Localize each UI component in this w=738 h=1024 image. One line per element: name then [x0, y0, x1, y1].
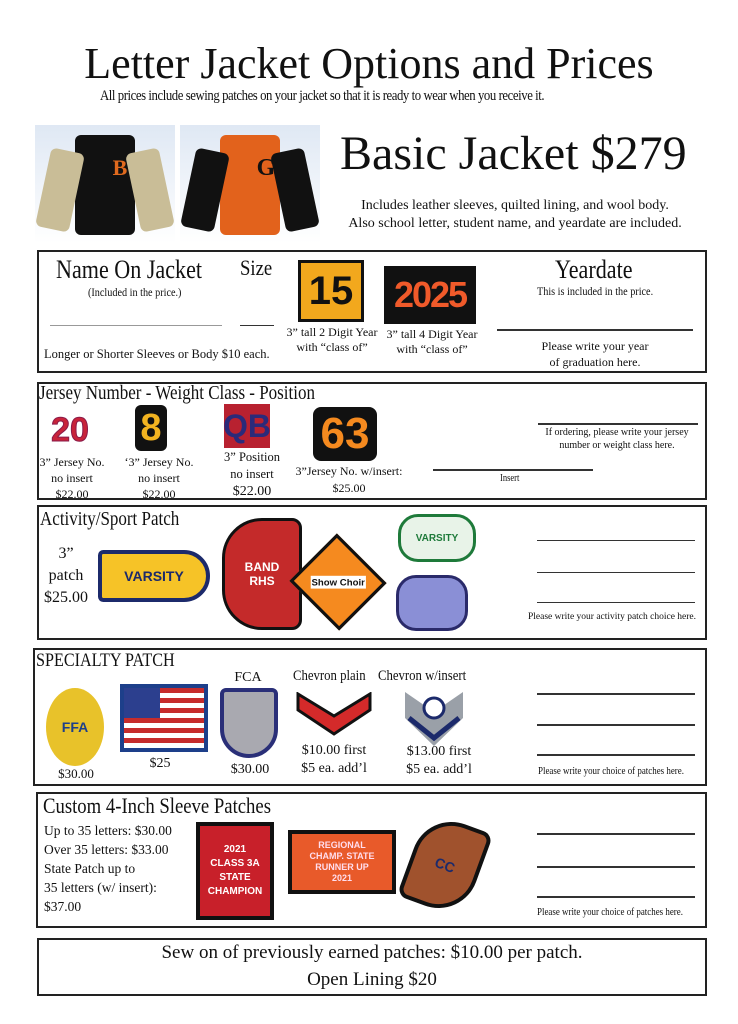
jersey-item-label: [214, 449, 290, 500]
l: Show Choir: [311, 576, 365, 588]
year-4digit-label: [382, 327, 482, 357]
l: 3”: [58, 545, 74, 562]
insert-input-line[interactable]: [433, 469, 593, 471]
custom-input-line[interactable]: [537, 896, 695, 898]
activity-input-line[interactable]: [537, 602, 695, 603]
specialty-input-line[interactable]: [537, 754, 695, 756]
l: State Patch up to: [44, 861, 136, 876]
price: $22.00: [232, 484, 272, 499]
jersey-item-label: [122, 454, 196, 502]
activity-input-line[interactable]: [537, 572, 695, 573]
yeardate-heading: Yeardate: [555, 255, 633, 284]
name-input-line[interactable]: [50, 325, 222, 326]
specialty-input-line[interactable]: [537, 724, 695, 726]
l: 2021: [223, 844, 247, 855]
name-heading: Name On Jacket: [56, 255, 203, 284]
instr-line: of graduation here.: [549, 355, 641, 369]
price: $25.00: [332, 481, 366, 495]
activity-price: [36, 543, 96, 609]
jersey-input-line[interactable]: [538, 423, 698, 425]
l: RHS: [249, 574, 275, 588]
megaphone-varsity-patch: VARSITY: [98, 550, 210, 602]
yeardate-note: This is included in the price.: [537, 284, 654, 298]
flag-price: $25: [149, 756, 171, 771]
state-champion-patch: [196, 822, 274, 920]
custom-input-line[interactable]: [537, 833, 695, 835]
ffa-emblem-patch: FFA: [46, 688, 104, 766]
regional-oklahoma-patch: [288, 830, 396, 894]
basic-jacket-title: Basic Jacket $279: [340, 127, 687, 180]
l: CLASS 3A: [210, 858, 260, 869]
jacket-image-black: [35, 125, 175, 243]
l: 35 letters (w/ insert):: [44, 880, 157, 895]
l: If ordering, please write your jersey: [545, 427, 689, 438]
chevron-plain-label: Chevron plain: [293, 668, 366, 684]
label-line: with “class of”: [396, 342, 468, 356]
l: $13.00 first: [406, 744, 472, 759]
price: $22.00: [55, 487, 89, 501]
cc-varsity-patch: VARSITY: [398, 514, 476, 562]
instr-line: Please write your year: [541, 339, 649, 353]
l: RUNNER UP: [315, 862, 369, 872]
band-note-patch: [222, 518, 302, 630]
price: $22.00: [142, 487, 176, 501]
fca-price: $30.00: [230, 762, 270, 777]
specialty-heading: SPECIALTY PATCH: [36, 650, 175, 671]
year-4digit-patch: 2025: [384, 266, 476, 324]
jersey-63-patch: 63: [313, 407, 377, 461]
l: $37.00: [44, 899, 82, 914]
custom-instructions: Please write your choice of patches here.: [537, 907, 683, 918]
jersey-20-patch: 20: [51, 410, 89, 449]
drama-masks-patch: [396, 575, 468, 631]
custom-input-line[interactable]: [537, 866, 695, 868]
l: $25.00: [44, 589, 88, 606]
custom-heading: Custom 4-Inch Sleeve Patches: [43, 793, 271, 818]
activity-heading: Activity/Sport Patch: [40, 508, 180, 530]
sleeves-note: Longer or Shorter Sleeves or Body $10 each.: [44, 347, 270, 361]
yeardate-input-line[interactable]: [497, 329, 693, 331]
l: Up to 35 letters: $30.00: [44, 823, 172, 838]
jacket-letter: G: [256, 154, 276, 181]
l: no insert: [138, 471, 180, 485]
l: Over 35 letters: $33.00: [44, 842, 169, 857]
label-line: with “class of”: [296, 340, 368, 354]
label-line: 3” tall 2 Digit Year: [286, 325, 378, 339]
jacket-letter: B: [112, 155, 128, 180]
jersey-heading: Jersey Number - Weight Class - Position: [39, 382, 315, 404]
yeardate-instructions: [497, 338, 693, 370]
custom-pricing: [44, 821, 172, 916]
l: $5 ea. add’l: [406, 762, 472, 777]
open-lining-price: Open Lining $20: [307, 969, 437, 990]
basic-desc-2: Also school letter, student name, and yeardate are included.: [348, 216, 682, 231]
basic-desc-1: Includes leather sleeves, quilted lining, and wool body.: [361, 198, 669, 213]
sew-on-price: Sew on of previously earned patches: $10.00 per patch.: [161, 942, 583, 963]
l: $10.00 first: [301, 743, 367, 758]
american-flag-patch: [120, 684, 208, 752]
l: no insert: [51, 471, 93, 485]
fca-shield-patch: [220, 688, 278, 758]
l: 3” Position: [224, 450, 280, 464]
l: STATE: [219, 872, 251, 883]
l: CHAMPION: [207, 886, 263, 897]
fca-label: FCA: [234, 670, 262, 685]
l: number or weight class here.: [559, 440, 675, 451]
l: 3”Jersey No. w/insert:: [295, 464, 403, 478]
specialty-instructions: Please write your choice of patches here.: [538, 766, 684, 777]
specialty-input-line[interactable]: [537, 693, 695, 695]
jersey-item-label: [35, 454, 109, 502]
chevron-plain-patch: [296, 692, 372, 736]
l: no insert: [230, 467, 274, 481]
page-subtitle: All prices include sewing patches on your jacket so that it is ready to wear when you receive it.: [100, 88, 545, 104]
chevron-insert-patch: [403, 688, 465, 748]
page-title: Letter Jacket Options and Prices: [84, 39, 654, 88]
jersey-instructions: [532, 426, 702, 452]
chevron-insert-label: Chevron w/insert: [378, 668, 467, 684]
label-line: 3” tall 4 Digit Year: [386, 327, 478, 341]
l: 3” Jersey No.: [39, 455, 105, 469]
l: BAND: [244, 560, 280, 574]
activity-instructions: Please write your activity patch choice here.: [528, 612, 697, 622]
l: ‘3” Jersey No.: [124, 455, 194, 469]
l: patch: [48, 567, 84, 584]
ffa-price: $30.00: [58, 766, 94, 781]
name-note: (Included in the price.): [88, 285, 182, 299]
insert-label: Insert: [500, 473, 520, 484]
year-2digit-patch: 15: [298, 260, 364, 322]
l: REGIONAL: [318, 840, 366, 850]
jacket-image-orange: [180, 125, 320, 243]
position-qb-patch: QB: [224, 404, 270, 448]
l: CHAMP. STATE: [309, 851, 375, 861]
size-input-line[interactable]: [240, 325, 274, 326]
activity-input-line[interactable]: [537, 540, 695, 541]
chevron-insert-price: [395, 743, 483, 779]
l: 2021: [331, 873, 353, 883]
winged-foot-patch: CC: [397, 811, 494, 920]
chevron-plain-price: [290, 742, 378, 778]
jersey-8-patch: 8: [135, 405, 167, 451]
jersey-item-label: [290, 463, 408, 497]
year-2digit-label: [284, 325, 380, 355]
l: $5 ea. add’l: [301, 761, 367, 776]
size-heading: Size: [240, 255, 273, 280]
